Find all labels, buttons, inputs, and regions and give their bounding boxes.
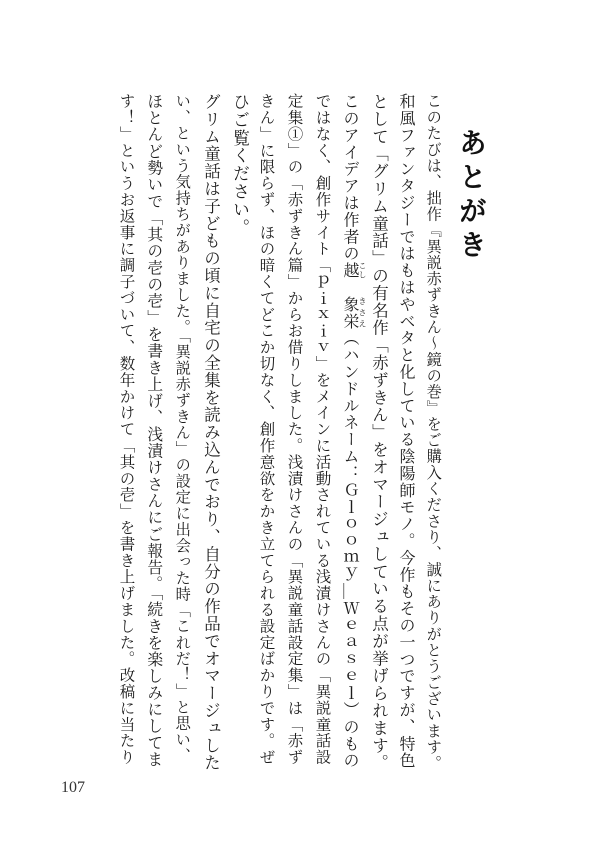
body-line: い、という気持ちがありました。「異説赤ずきん」の設定に出会った時「これだ！」と思い、: [173, 93, 192, 764]
chapter-title: あとがき: [455, 128, 488, 264]
body-line: グリム童話は子どもの頃に自宅の全集を読み込んでおり、自分の作品でオマージュした: [201, 93, 221, 772]
body-line: ひご覧ください。: [229, 93, 249, 237]
body-line: として「グリム童話」の有名作「赤ずきん」をオマージュしている点が挙げられます。: [369, 93, 389, 772]
line-segment: このアイデアは作者の越こし 象栄きさえ（ハンドルネーム：Ｇｌｏｏｍｙ＿Ｗｅａｓｅｌ）のもの: [341, 93, 367, 770]
body-line: [342, 93, 367, 773]
body-line: 和風ファンタジーではもはやベタと化している陰陽師モノ。今作もその一つですが、特色: [397, 93, 416, 769]
body-line: このたびは、拙作『異説赤ずきん〜鏡の巻』をご購入くださり、誠にありがとうございます。: [424, 93, 443, 772]
body-line: す！」というお返事に調子づいて、数年かけて「其の壱」を書き上げました。改稿に当たり: [117, 93, 136, 766]
body-line: 定集①」の「赤ずきん篇」からお借りしました。浅漬けさんの「異説童話設定集」は「赤ず: [285, 93, 304, 766]
body-line: ではなく、創作サイト「ｐｉｘｉｖ」をメインに活動されている浅漬けさんの「異説童話設: [313, 93, 332, 766]
page-number: 107: [61, 779, 85, 796]
furigana-ruby: 越こし: [341, 261, 367, 280]
body-line: ほとんど勢いで「其の壱の壱」を書き上げ、浅漬けさんにご報告。「続きを楽しみにしてま: [144, 93, 164, 768]
body-line: きん」に限らず、ほの暗くてどこか切なく、創作意欲をかき立てられる設定ばかりです。ぜ: [257, 93, 276, 766]
furigana-ruby: 象栄きさえ: [341, 295, 367, 330]
